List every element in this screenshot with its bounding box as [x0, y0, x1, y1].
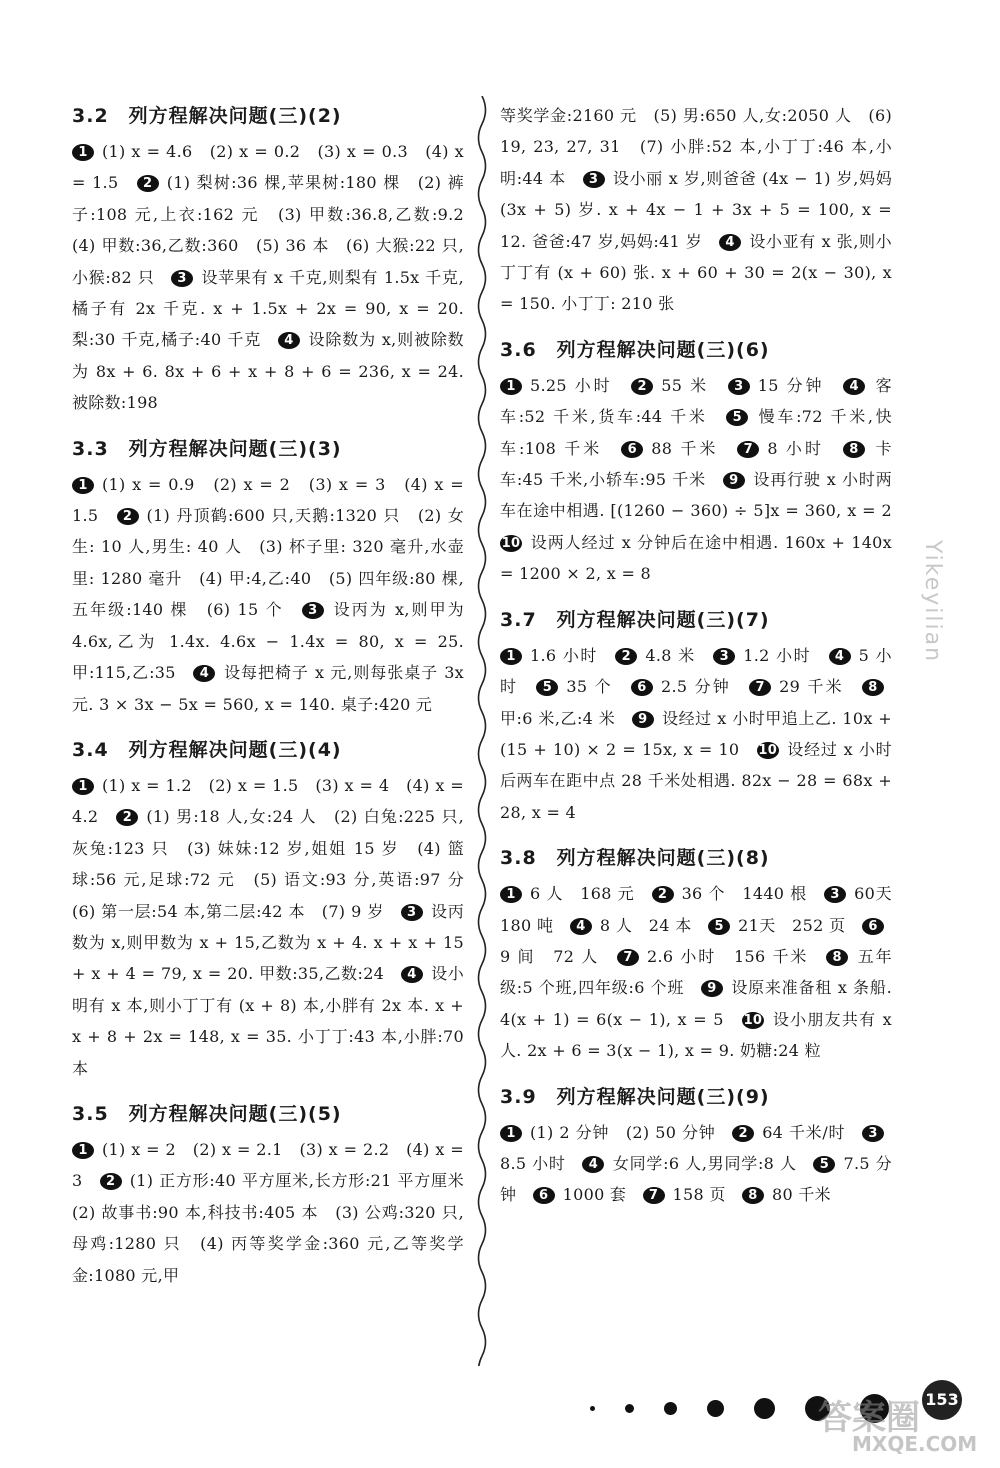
answer-text: (1) x = 2 (2) x = 2.1 (3) x = 2.2 (4) x = 3 — [72, 1139, 464, 1191]
answer-item — [615, 646, 695, 665]
answer-text: 五年级:5 个班,四年级:6 个班 — [500, 946, 892, 998]
answer-paragraph — [500, 100, 892, 320]
decorative-dot — [707, 1400, 724, 1417]
answer-text: 设经过 x 小时后两车在距中点 28 千米处相遇. 82x − 28 = 68x + 28, x = 4 — [500, 739, 892, 822]
side-watermark: Yikeyilian — [920, 540, 945, 664]
answer-text: 设小丽 x 岁,则爸爸 (4x − 1) 岁,妈妈 (3x + 5) 岁. x + 4x − 1 + 3x + 5 = 100, x = 12. 爸爸:47 岁,妈妈:41 岁 — [500, 168, 893, 251]
question-number-badge: 10 — [743, 1012, 763, 1028]
question-number-badge: 5 — [536, 679, 558, 696]
question-number-badge: 8 — [862, 679, 884, 696]
answer-text: 8 人 24 本 — [599, 915, 692, 935]
answer-text: 60天 180 吨 — [500, 884, 909, 935]
answer-text: 设丙为 x,则甲为 4.6x,乙为 1.4x. 4.6x − 1.4x = 80, x = 25. 甲:115,乙:35 — [72, 600, 464, 683]
question-number-badge: 7 — [643, 1187, 665, 1204]
question-number-badge: 1 — [72, 778, 94, 795]
answer-section — [500, 334, 892, 590]
right-column — [500, 100, 909, 1225]
section-title: 3.3 列方程解决问题(三)(3) — [72, 437, 342, 460]
section-title: 3.2 列方程解决问题(三)(2) — [72, 105, 342, 127]
answer-text: (1) 丹顶鹤:600 只,天鹅:1320 只 (2) 女生: 10 人,男生: 40 人 (3) 杯子里: 320 毫升,水壶里: 1280 毫升 (4) 甲:4,乙:40 (5) 四年级:80 棵,五年级:140 棵 (6) 15 个 — [72, 506, 464, 620]
answer-item — [582, 1154, 796, 1173]
answer-section — [500, 604, 892, 828]
question-number-badge: 9 — [701, 980, 723, 997]
decorative-dot — [590, 1406, 595, 1411]
answer-paragraph — [500, 370, 892, 590]
question-number-badge: 10 — [501, 535, 521, 551]
left-column — [72, 100, 481, 1305]
answer-text: 64 千米/时 — [762, 1122, 846, 1142]
question-number-badge: 9 — [723, 472, 745, 489]
question-number-badge: 1 — [500, 1125, 522, 1142]
question-number-badge: 7 — [749, 679, 771, 696]
answer-section — [72, 433, 464, 720]
answer-paragraph — [500, 1117, 892, 1211]
answer-text: 5 小时 — [500, 645, 892, 697]
question-number-badge: 5 — [813, 1156, 835, 1173]
section-title: 3.4 列方程解决问题(三)(4) — [72, 738, 342, 761]
answer-item — [742, 1185, 831, 1204]
question-number-badge: 4 — [582, 1156, 604, 1173]
answer-text: 慢车:72 千米,快车:108 千米 — [500, 407, 892, 458]
question-number-badge: 3 — [401, 904, 423, 921]
answer-text: 6 人 168 元 — [530, 884, 635, 904]
question-number-badge: 3 — [862, 1125, 884, 1142]
question-number-badge: 4 — [719, 234, 741, 251]
decorative-dot — [754, 1398, 775, 1419]
answer-text: 设两人经过 x 分钟后在途中相遇. 160x + 140x = 1200 × 2, x = 8 — [500, 532, 892, 584]
answer-text: 设苹果有 x 千克,则梨有 1.5x 千克,橘子有 2x 千克. x + 1.5x + 2x = 90, x = 20. 梨:30 千克,橘子:40 千克 — [72, 267, 464, 350]
answer-section — [72, 100, 481, 419]
question-number-badge: 2 — [117, 508, 139, 525]
question-number-badge: 9 — [632, 711, 654, 728]
question-number-badge: 6 — [533, 1187, 555, 1204]
answer-text: 9 间 72 人 — [500, 946, 600, 966]
question-number-badge: 2 — [732, 1125, 754, 1142]
question-number-badge: 4 — [193, 665, 215, 682]
answer-paragraph — [72, 1134, 481, 1291]
answer-item — [500, 533, 892, 583]
question-number-badge: 5 — [726, 409, 748, 426]
answer-section — [500, 1081, 892, 1211]
answer-text: 客车:52 千米,货车:44 千米 — [500, 375, 892, 427]
answer-text: 设除数为 x,则被除数为 8x + 6. 8x + 6 + x + 8 + 6 = 236, x = 24. 被除数:198 — [72, 330, 464, 413]
answer-text: 8.5 小时 — [500, 1153, 566, 1173]
answer-text: 2.6 小时 156 千米 — [647, 946, 809, 966]
question-number-badge: 6 — [862, 918, 884, 935]
question-number-badge: 2 — [116, 809, 138, 826]
question-number-badge: 6 — [631, 679, 653, 696]
decorative-dot — [625, 1404, 634, 1413]
answer-text: (1) 梨树:36 棵,苹果树:180 棵 (2) 裤子:108 元,上衣:162 元 (3) 甲数:36.8,乙数:9.2 (4) 甲数:36,乙数:360 (5) 36 本 (6) 大猴:22 只,小猴:82 只 — [72, 173, 481, 287]
question-number-badge: 2 — [137, 175, 159, 192]
answer-text: 21天 252 页 — [738, 915, 846, 935]
answer-text: 设丙数为 x,则甲数为 x + 15,乙数为 x + 4. x + x + 15 + x + 4 = 79, x = 20. 甲数:35,乙数:24 — [72, 901, 464, 984]
question-number-badge: 3 — [583, 171, 605, 188]
answer-text: 88 千米 — [651, 438, 719, 458]
question-number-badge: 4 — [278, 332, 300, 349]
answer-item — [536, 677, 612, 696]
question-number-badge: 7 — [737, 441, 759, 458]
answer-text: (1) x = 0.9 (2) x = 2 (3) x = 3 (4) x = 1.5 — [72, 474, 464, 526]
answer-text: (1) x = 1.2 (2) x = 1.5 (3) x = 4 (4) x = 4.2 — [72, 775, 464, 827]
answer-text: 女同学:6 人,男同学:8 人 — [612, 1153, 797, 1173]
question-number-badge: 2 — [631, 378, 653, 395]
answer-text: 4.8 米 — [645, 645, 696, 665]
answer-item — [713, 646, 811, 665]
answer-section — [500, 842, 909, 1066]
answer-text: 158 页 — [672, 1185, 726, 1205]
answer-text: 卡车:45 千米,小轿车:95 千米 — [500, 438, 892, 490]
answer-text: 设小明有 x 本,则小丁丁有 (x + 8) 本,小胖有 2x 本. x + x + 8 + 2x = 148, x = 35. 小丁丁:43 本,小胖:70 本 — [72, 964, 464, 1078]
answer-item — [617, 947, 808, 966]
question-number-badge: 1 — [500, 648, 522, 665]
question-number-badge: 2 — [652, 886, 674, 903]
question-number-badge: 4 — [829, 648, 851, 665]
question-number-badge: 1 — [500, 886, 522, 903]
answer-text: 36 个 1440 根 — [681, 884, 808, 904]
answer-item — [621, 439, 718, 458]
answer-paragraph — [72, 770, 481, 1084]
answer-item — [533, 1185, 627, 1204]
question-number-badge: 4 — [843, 378, 865, 395]
answer-text: 7.5 分钟 — [500, 1153, 892, 1205]
question-number-badge: 3 — [728, 378, 750, 395]
answer-section — [72, 734, 481, 1084]
answer-text: 设小朋友共有 x 人. 2x + 6 = 3(x − 1), x = 9. 奶糖:24 粒 — [500, 1009, 892, 1061]
question-number-badge: 3 — [824, 886, 846, 903]
question-number-badge: 3 — [713, 648, 735, 665]
answer-text: 1.2 小时 — [743, 645, 812, 665]
answer-text: 设小亚有 x 张,则小丁丁有 (x + 60) 张. x + 60 + 30 = 2(x − 30), x = 150. 小丁丁: 210 张 — [500, 231, 892, 314]
watermark-logo: 答案圈 — [818, 1398, 920, 1438]
question-number-badge: 6 — [621, 441, 643, 458]
answer-paragraph — [72, 136, 481, 419]
answer-section — [500, 100, 892, 320]
answer-item — [631, 376, 709, 395]
answer-text: 1.6 小时 — [530, 645, 598, 665]
answer-text: 等奖学金:2160 元 (5) 男:650 人,女:2050 人 (6) 19, 23, 27, 31 (7) 小胖:52 本,小丁丁:46 本,小明:44 本 — [500, 106, 892, 188]
section-title: 3.7 列方程解决问题(三)(7) — [500, 608, 770, 631]
question-number-badge: 1 — [500, 378, 522, 395]
answer-text: 设再行驶 x 小时两车在途中相遇. [(1260 − 360) ÷ 5]x = 360, x = 2 — [500, 470, 892, 521]
answer-item — [643, 1185, 726, 1204]
question-number-badge: 3 — [302, 602, 324, 619]
answer-text: 设原来准备租 x 条船. 4(x + 1) = 6(x − 1), x = 5 — [500, 978, 892, 1029]
answer-item — [500, 646, 598, 665]
answer-text: 29 千米 — [779, 677, 844, 697]
answer-text: 80 千米 — [771, 1185, 831, 1205]
answer-item — [737, 439, 824, 458]
answer-paragraph — [72, 469, 464, 720]
question-number-badge: 1 — [72, 1142, 94, 1159]
answer-text: 1000 套 — [562, 1185, 627, 1205]
page-number: 153 — [922, 1380, 962, 1420]
answer-text: (1) 正方形:40 平方厘米,长方形:21 平方厘米 (2) 故事书:90 本,科技书:405 本 (3) 公鸡:320 只,母鸡:1280 只 (4) 丙等奖学金:360 元,乙等奖学金:1080 元,甲 — [72, 1171, 481, 1285]
question-number-badge: 2 — [100, 1173, 122, 1190]
answer-text: 8 小时 — [767, 438, 824, 458]
answer-item — [500, 884, 635, 903]
answer-text: 设每把椅子 x 元,则每张桌子 3x 元. 3 × 3x − 5x = 560, x = 140. 桌子:420 元 — [72, 663, 464, 714]
answer-item — [500, 1123, 715, 1142]
answer-item — [631, 677, 731, 696]
answer-text: (1) 男:18 人,女:24 人 (2) 白兔:225 只,灰兔:123 只 (3) 妹妹:12 岁,姐姐 15 岁 (4) 篮球:56 元,足球:72 元 (5) 语文:93 分,英语:97 分 (6) 第一层:54 本,第二层:42 本 (7) 9 岁 — [72, 807, 481, 921]
question-number-badge: 4 — [570, 918, 592, 935]
answer-text: (1) x = 4.6 (2) x = 0.2 (3) x = 0.3 (4) x = 1.5 — [72, 142, 464, 193]
answer-paragraph — [500, 878, 909, 1066]
question-number-badge: 3 — [171, 270, 193, 287]
section-title: 3.9 列方程解决问题(三)(9) — [500, 1085, 770, 1108]
answer-item — [708, 916, 845, 935]
decorative-dot — [664, 1402, 677, 1415]
question-number-badge: 8 — [742, 1187, 764, 1204]
answer-text: 15 分钟 — [757, 375, 825, 395]
answer-item — [652, 884, 808, 903]
question-number-badge: 7 — [617, 949, 639, 966]
answer-paragraph — [500, 640, 892, 828]
question-number-badge: 4 — [401, 966, 423, 983]
answer-text: 5.25 小时 — [530, 375, 613, 395]
question-number-badge: 8 — [843, 441, 865, 458]
answer-text: 甲:6 米,乙:4 米 — [500, 708, 616, 728]
section-title: 3.5 列方程解决问题(三)(5) — [72, 1102, 342, 1125]
watermark-url: MXQE.COM — [852, 1432, 978, 1456]
answer-text: 55 米 — [661, 375, 709, 395]
answer-text: 2.5 分钟 — [660, 677, 731, 697]
answer-item — [732, 1123, 845, 1142]
answer-item — [728, 376, 825, 395]
answer-item — [500, 376, 612, 395]
question-number-badge: 8 — [826, 949, 848, 966]
answer-section — [72, 1098, 481, 1291]
question-number-badge: 1 — [72, 144, 94, 161]
question-number-badge: 2 — [615, 648, 637, 665]
answer-item — [72, 1171, 480, 1284]
question-number-badge: 10 — [758, 742, 778, 758]
question-number-badge: 5 — [708, 918, 730, 935]
column-divider — [474, 96, 490, 1366]
answer-text: 35 个 — [566, 677, 613, 697]
question-number-badge: 1 — [72, 477, 94, 494]
answer-item — [570, 916, 692, 935]
answer-item — [749, 677, 844, 696]
answer-text: 设经过 x 小时甲追上乙. 10x + (15 + 10) × 2 = 15x, x = 10 — [500, 708, 892, 759]
section-title: 3.6 列方程解决问题(三)(6) — [500, 338, 770, 361]
answer-text: (1) 2 分钟 (2) 50 分钟 — [530, 1122, 716, 1142]
section-title: 3.8 列方程解决问题(三)(8) — [500, 847, 770, 870]
